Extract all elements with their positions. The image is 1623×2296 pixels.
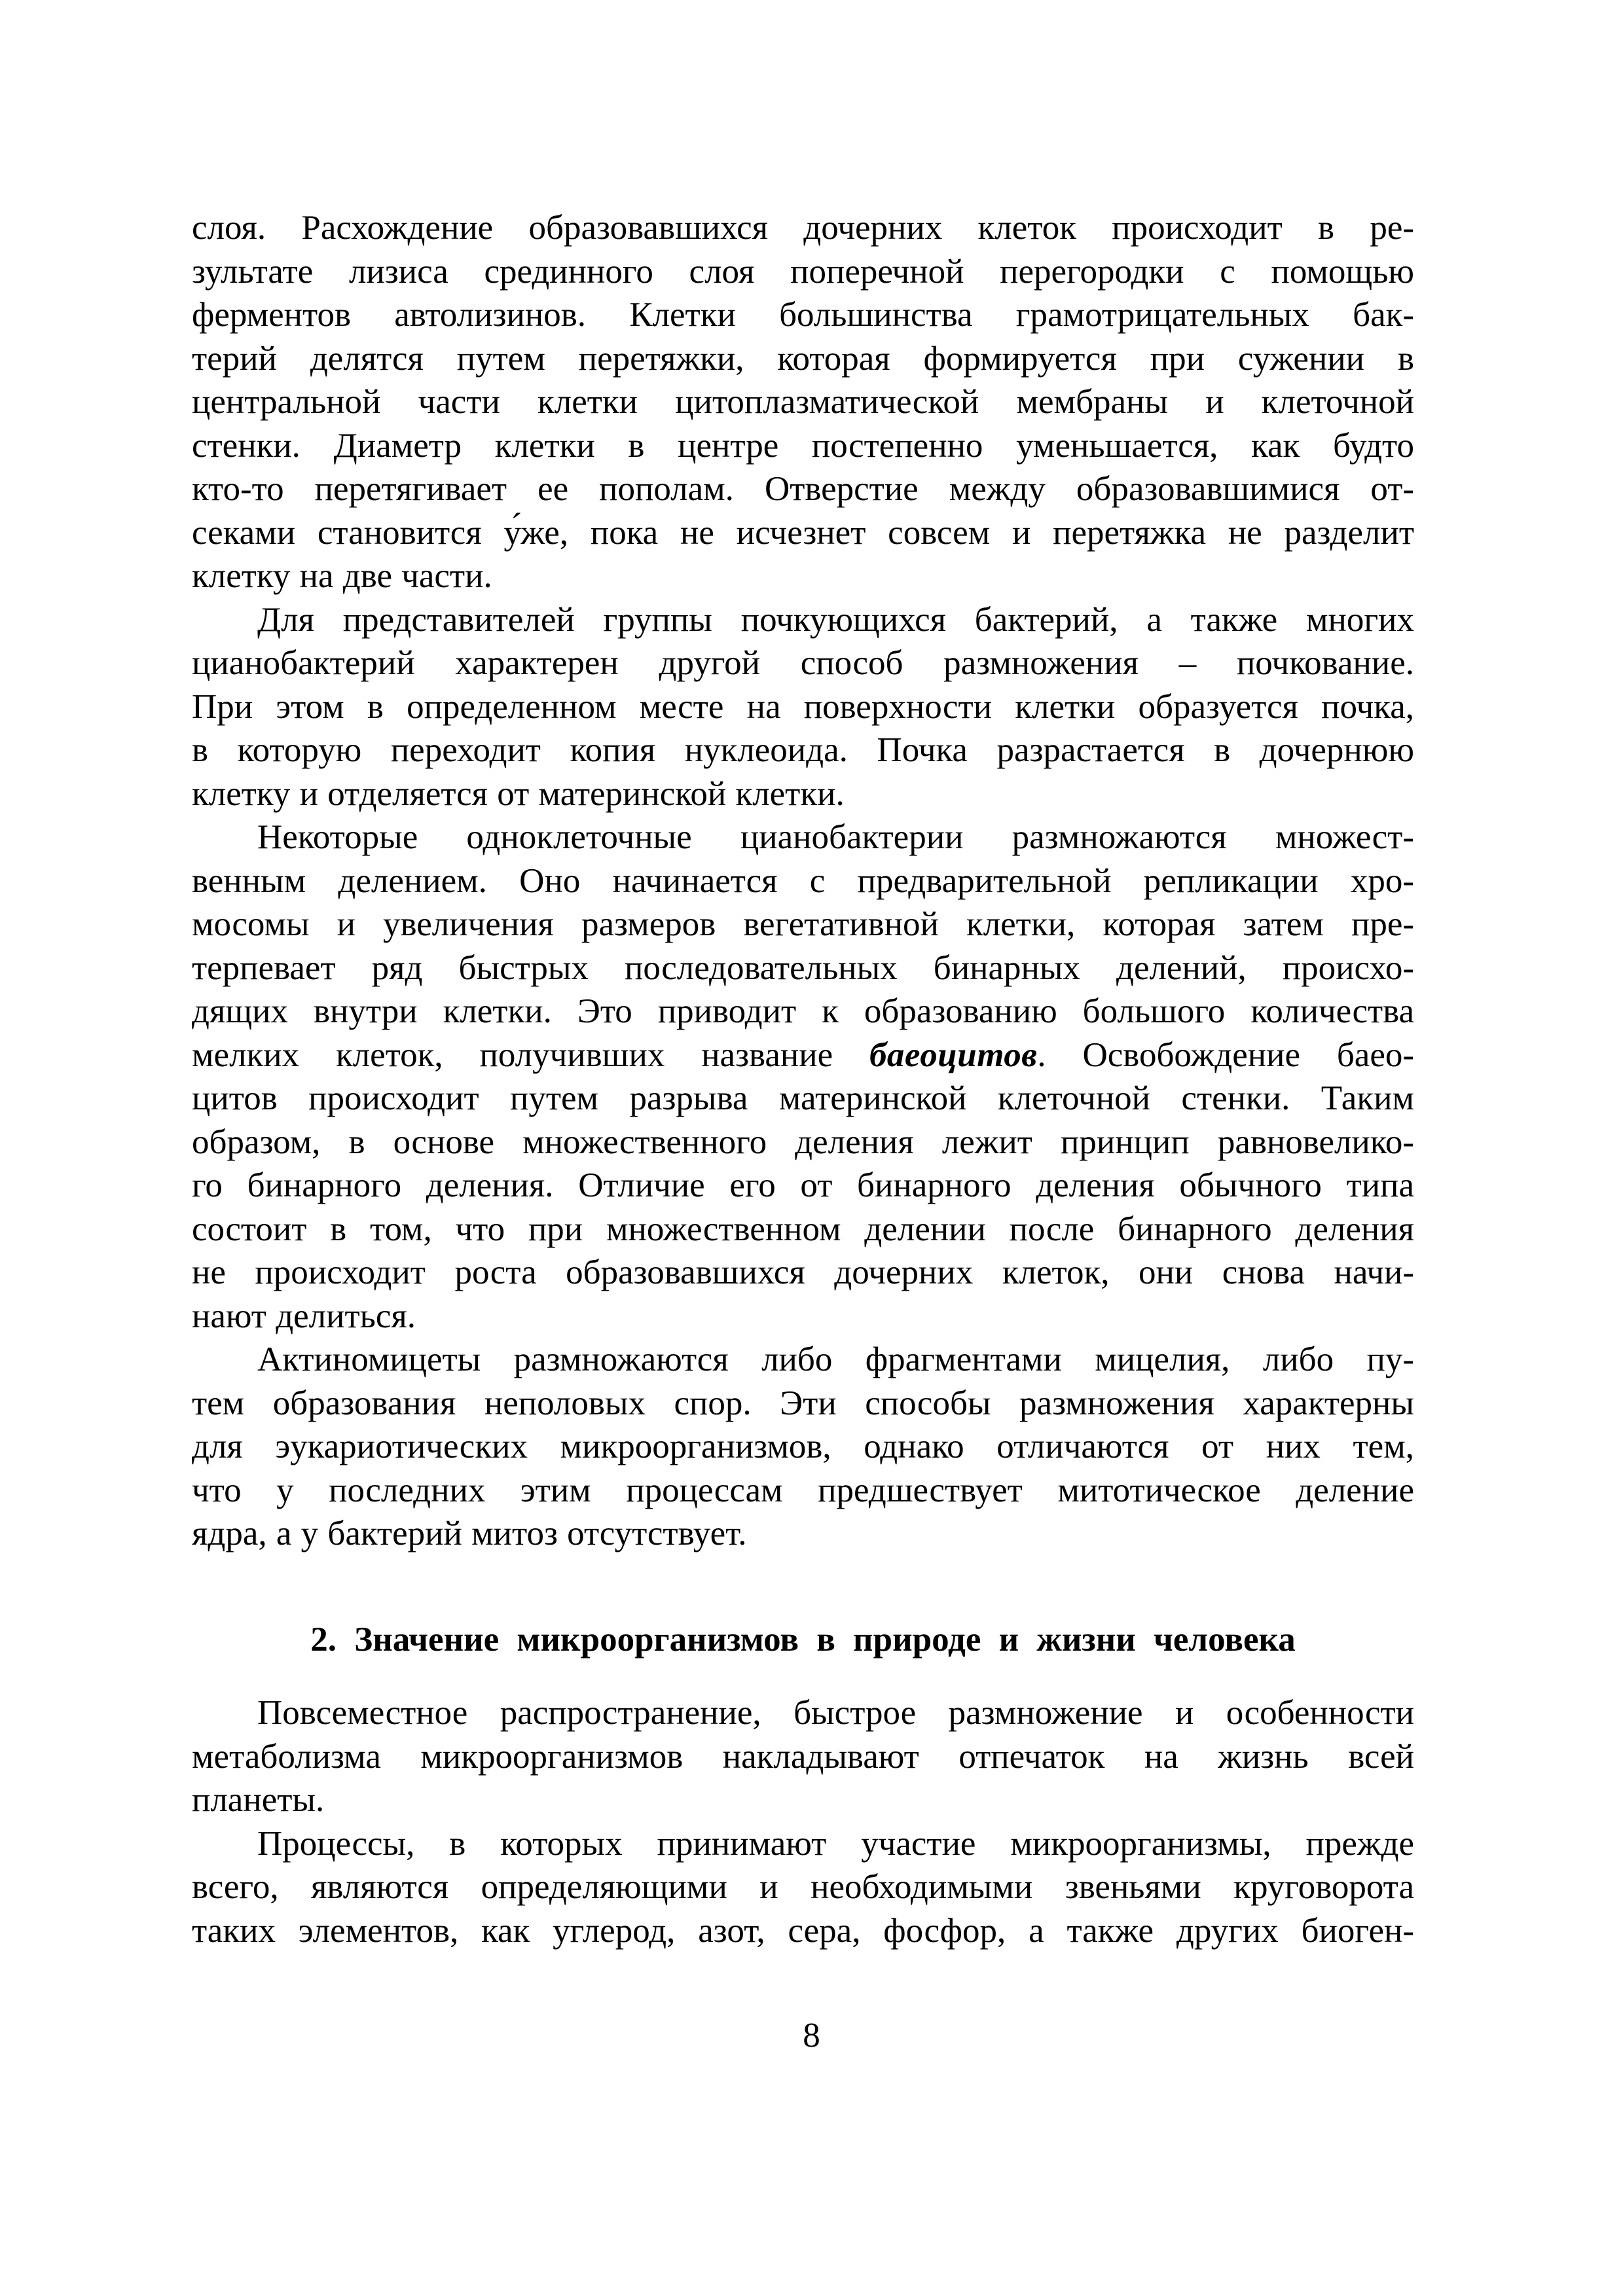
text-line: зультате лизиса срединного слоя поперечной перегородки с помощью	[192, 252, 1414, 291]
text-line: не происходит роста образовавшихся дочерних клеток, они снова начи-	[192, 1253, 1414, 1291]
paragraph	[192, 816, 1414, 1338]
text-block	[192, 206, 1414, 1952]
text-line: клетку и отделяется от материнской клетки.	[192, 774, 845, 813]
text-line: кто-то перетягивает ее пополам. Отверстие между образовавшимися от-	[192, 470, 1414, 508]
text-line: Процессы, в которых принимают участие микроорганизмы, прежде	[257, 1824, 1414, 1863]
text-line: всего, являются определяющими и необходимыми звеньями круговорота	[192, 1868, 1414, 1906]
text-line: слоя. Расхождение образовавшихся дочерних клеток происходит в ре-	[192, 209, 1414, 247]
text-line: секами становится у́же, пока не исчезнет совсем и перетяжка не разделит	[192, 513, 1414, 552]
text-line: что у последних этим процессам предшествует митотическое деление	[192, 1471, 1414, 1509]
text-line: в которую переходит копия нуклеоида. Почка разрастается в дочернюю	[192, 731, 1414, 769]
text-line: образом, в основе множественного деления лежит принцип равновелико-	[192, 1122, 1414, 1161]
text-line: планеты.	[192, 1781, 325, 1819]
text-line: мосомы и увеличения размеров вегетативной клетки, которая затем пре-	[192, 905, 1414, 943]
text-line: Повсеместное распространение, быстрое размножение и особенности	[257, 1694, 1414, 1732]
paragraph	[192, 1691, 1414, 1822]
text-line: нают делиться.	[192, 1297, 416, 1335]
text-line: го бинарного деления. Отличие его от бинарного деления обычного типа	[192, 1166, 1414, 1204]
text-line: терий делятся путем перетяжки, которая формируется при сужении в	[192, 339, 1414, 378]
text-line: тем образования неполовых спор. Эти способы размножения характерны	[192, 1384, 1414, 1422]
text-line: венным делением. Оно начинается с предварительной репликации хро-	[192, 861, 1414, 900]
text-line: таких элементов, как углерод, азот, сера, фосфор, а также других биоген-	[192, 1911, 1414, 1950]
text-line: терпевает ряд быстрых последовательных бинарных делений, происхо-	[192, 948, 1414, 987]
emphasis-term: баеоцитов	[869, 1035, 1038, 1074]
text-line: стенки. Диаметр клетки в центре постепенно уменьшается, как будто	[192, 426, 1414, 465]
text-line: Некоторые одноклеточные цианобактерии размножаются множест-	[257, 818, 1414, 856]
text-line: ферментов автолизинов. Клетки большинства грамотрицательных бак-	[192, 296, 1414, 334]
paragraph	[192, 206, 1414, 598]
text-line: цитов происходит путем разрыва материнской клеточной стенки. Таким	[192, 1079, 1414, 1117]
text-line: для эукариотических микроорганизмов, однако отличаются от них тем,	[192, 1427, 1414, 1465]
text-line: Актиномицеты размножаются либо фрагментами мицелия, либо пу-	[257, 1340, 1414, 1378]
section-heading: 2. Значение микроорганизмов в природе и жизни человека	[310, 1620, 1296, 1659]
text-line: мелких клеток, получивших название баеоцитов. Освобождение баео-	[192, 1035, 1414, 1074]
text-line: цианобактерий характерен другой способ размножения – почкование.	[192, 644, 1414, 682]
text-line: состоит в том, что при множественном делении после бинарного деления	[192, 1210, 1414, 1248]
text-line: При этом в определенном месте на поверхности клетки образуется почка,	[192, 687, 1414, 726]
paragraph	[192, 1822, 1414, 1953]
paragraph	[192, 598, 1414, 816]
text-line: клетку на две части.	[192, 557, 492, 595]
page-number: 8	[803, 2017, 820, 2054]
text-line: дящих внутри клетки. Это приводит к образованию большого количества	[192, 992, 1414, 1030]
text-line: Для представителей группы почкующихся бактерий, а также многих	[257, 600, 1414, 639]
text-line: ядра, а у бактерий митоз отсутствует.	[192, 1515, 747, 1552]
text-line: метаболизма микроорганизмов накладывают отпечаток на жизнь всей	[192, 1737, 1414, 1776]
paragraph	[192, 1338, 1414, 1556]
text-line: центральной части клетки цитоплазматической мембраны и клеточной	[192, 383, 1414, 421]
